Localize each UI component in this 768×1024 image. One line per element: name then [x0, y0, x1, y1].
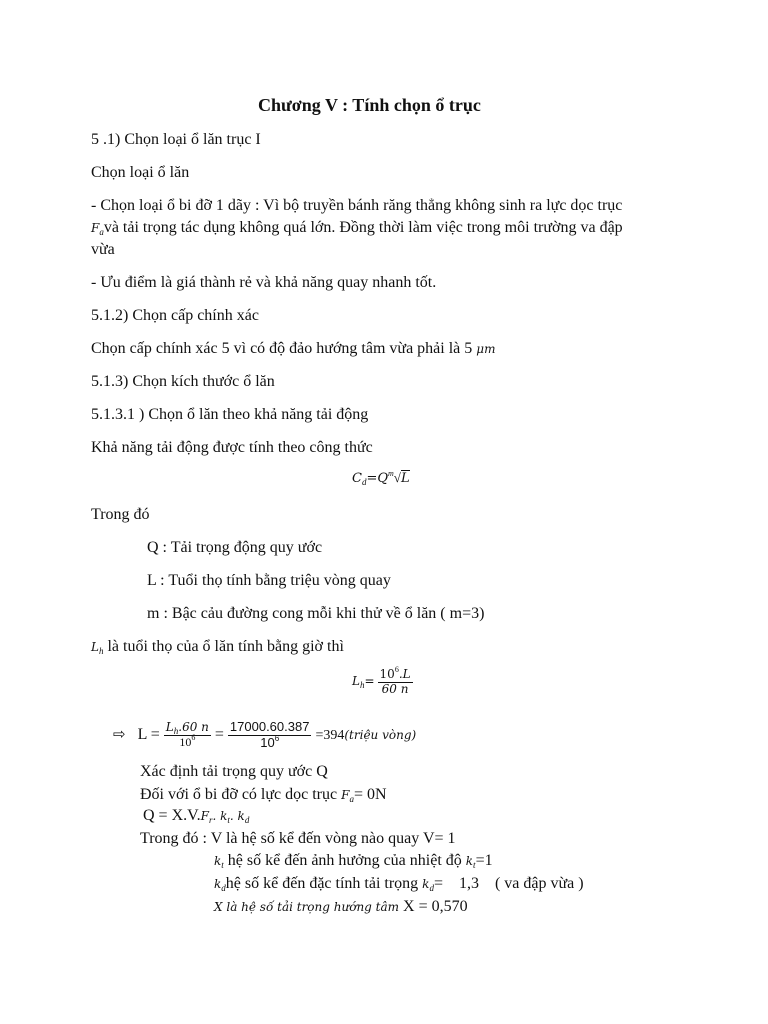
subsection-heading: Chọn loại ổ lăn — [91, 164, 190, 181]
paragraph-line: - Chọn loại ổ bi đỡ 1 dãy : Vì bộ truyền bánh răng thẳng không sinh ra lực dọc trục — [91, 197, 623, 214]
paragraph-line: - Ưu điểm là giá thành rẻ và khả năng quay nhanh tốt. — [91, 274, 437, 291]
formula-eq: =Q — [366, 471, 389, 486]
coefficient-symbol: k — [237, 809, 245, 823]
arrow-icon: ⇨ — [113, 725, 126, 744]
formula-lhs-subscript: h — [359, 680, 365, 691]
coefficient-subscript: t — [221, 860, 224, 870]
coefficient-symbol: k — [214, 877, 222, 891]
subsection-heading: 5.1.3) Chọn kích thước ổ lăn — [91, 373, 275, 390]
coefficient-subscript: t — [227, 815, 230, 825]
denominator-exponent: 6 — [274, 733, 280, 743]
coefficient-subscript: t — [473, 860, 476, 870]
paragraph-line — [214, 897, 468, 917]
lh-symbol: L — [91, 640, 99, 654]
formula-unit: (triệu vòng) — [344, 728, 417, 743]
radicand: L — [400, 471, 410, 486]
paragraph-line: Khả năng tải động được tính theo công thức — [91, 439, 373, 456]
paragraph-line — [214, 874, 584, 894]
paragraph-line: vừa — [91, 241, 115, 258]
paragraph-text: và tải trọng tác dụng không quá lớn. Đồng thời làm việc trong môi trường va đập — [103, 219, 623, 236]
formula-eq: = — [214, 726, 224, 744]
fraction — [164, 721, 211, 750]
coefficient-subscript: d — [429, 883, 434, 893]
unit-symbol: μm — [476, 342, 496, 356]
paragraph-line — [140, 785, 387, 805]
dot: . — [229, 809, 238, 823]
fraction — [378, 665, 413, 697]
numerator-tail: .L — [398, 667, 411, 681]
page-title: Chương V : Tính chọn ổ trục — [258, 95, 481, 115]
paragraph-text: hệ số kể đến ảnh hưởng của nhiệt độ — [227, 852, 462, 869]
lh-subscript: h — [98, 646, 104, 656]
force-symbol: F — [91, 221, 100, 235]
denominator: 10 — [260, 734, 275, 750]
paragraph-line — [91, 637, 344, 657]
formula-eq: = — [364, 674, 375, 689]
formula-lhs: L — [352, 674, 360, 689]
paragraph-text: Chọn cấp chính xác 5 vì có độ đảo hướng tâm vừa phải là 5 — [91, 340, 473, 357]
formula-lhs-subscript: d — [361, 477, 367, 487]
numerator: 10 — [379, 667, 395, 681]
numerator: 17000.60.387 — [229, 719, 310, 734]
section-heading: 5 .1) Chọn loại ổ lăn trục I — [91, 131, 261, 148]
denominator: 10 — [179, 734, 192, 749]
paragraph-line: Trong đó — [91, 506, 150, 523]
force-symbol: F — [341, 788, 350, 802]
coefficient-symbol: k — [220, 809, 228, 823]
formula-L — [113, 720, 416, 751]
numerator: L — [165, 720, 174, 735]
coefficient-value: =1 — [475, 852, 493, 869]
root-sign: √ — [393, 470, 401, 485]
definition-item: Q : Tải trọng động quy ước — [147, 539, 323, 556]
paragraph-text: hệ số kể đến đặc tính tải trọng — [225, 875, 419, 892]
numerator-tail: .60 n — [178, 720, 209, 735]
formula-dynamic-load — [352, 470, 410, 487]
force-subscript: a — [99, 227, 104, 237]
paragraph-text: là tuổi thọ của ổ lăn tính bằng giờ thì — [107, 638, 344, 655]
paragraph-line — [214, 851, 493, 871]
coefficient-symbol: k — [422, 877, 430, 891]
paragraph-text: Đối với ổ bi đỡ có lực dọc trục — [140, 786, 338, 803]
coefficient-symbol: k — [465, 854, 474, 868]
force-subscript: r — [208, 815, 213, 825]
coefficient-value: X = 0,570 — [403, 898, 468, 915]
definition-item: m : Bậc cảu đường cong mỗi khi thử về ổ lăn ( m=3) — [147, 605, 485, 622]
numerator-subscript: h — [173, 726, 179, 737]
force-symbol: F — [200, 809, 209, 823]
formula-lhs: C — [352, 471, 362, 486]
fraction — [228, 720, 312, 751]
formula-result: =394 — [315, 728, 345, 744]
dot: . — [212, 809, 221, 823]
force-subscript: a — [349, 794, 354, 804]
formula-lifetime — [352, 665, 413, 697]
denominator-exponent: 6 — [191, 732, 196, 742]
subsection-heading: 5.1.2) Chọn cấp chính xác — [91, 307, 259, 324]
root-index: m — [388, 469, 394, 478]
numerator-exponent: 6 — [394, 665, 399, 674]
coefficient-subscript: d — [244, 815, 250, 825]
coefficient-symbol: k — [214, 854, 222, 868]
coefficient-subscript: d — [221, 883, 226, 893]
paragraph-line: Trong đó : V là hệ số kể đến vòng nào quay V= 1 — [140, 830, 456, 847]
coefficient-value: = 1,3 ( va đập vừa ) — [433, 875, 584, 892]
formula-lead: L = — [137, 726, 160, 744]
paragraph-text: = 0N — [353, 786, 387, 803]
formula-lead: Q = X.V. — [143, 807, 201, 824]
paragraph-line: Xác định tải trọng quy ước Q — [140, 763, 328, 780]
paragraph-line — [143, 806, 249, 826]
paragraph-line — [91, 218, 623, 238]
subsection-heading: 5.1.3.1 ) Chọn ổ lăn theo khả năng tải động — [91, 406, 369, 423]
paragraph-line — [91, 339, 495, 359]
italic-note: X là hệ số tải trọng hướng tâm — [214, 900, 400, 914]
definition-item: L : Tuổi thọ tính bằng triệu vòng quay — [147, 572, 391, 589]
denominator: 60 n — [381, 681, 409, 696]
